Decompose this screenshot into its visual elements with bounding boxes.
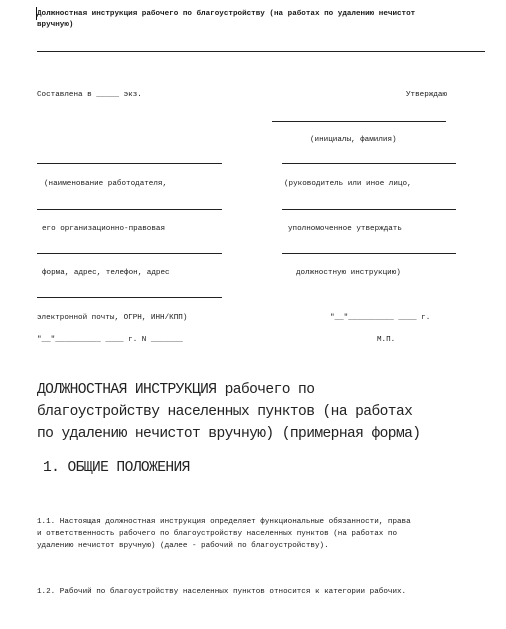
employer-name-label: (наименование работодателя,: [44, 180, 168, 188]
contacts-label: электронной почты, ОГРН, ИНН/КПП): [37, 314, 188, 322]
legal-form-label: его организационно-правовая: [42, 225, 166, 233]
instruction-label: должностную инструкцию): [296, 269, 401, 277]
document-header-line2: вручную): [37, 21, 74, 29]
paragraph-1-1-line2: и ответственность рабочего по благоустройству населенных пунктов (на работах по: [37, 530, 398, 538]
approve-label: Утверждаю: [406, 91, 448, 99]
employer-line-1: [37, 163, 222, 164]
approver-line-1: [282, 163, 456, 164]
document-header-line1: Должностная инструкция рабочего по благоустройству (на работах по удалению нечистот: [37, 10, 416, 18]
stamp-label: М.П.: [377, 336, 396, 344]
paragraph-1-2: 1.2. Рабочий по благоустройству населенных пунктов относится к категории рабочих.: [37, 588, 407, 596]
approver-signature-line: [272, 121, 446, 122]
header-underline: [37, 51, 485, 52]
paragraph-1-1-line3: удалению нечистот вручную) (далее - рабочий по благоустройству).: [37, 542, 329, 550]
employer-line-4: [37, 297, 222, 298]
initials-label: (инициалы, фамилия): [310, 136, 397, 144]
section-heading: 1. ОБЩИЕ ПОЛОЖЕНИЯ: [43, 460, 190, 476]
employer-line-2: [37, 209, 222, 210]
employer-line-3: [37, 253, 222, 254]
main-title-line3: по удалению нечистот вручную) (примерная форма): [37, 426, 421, 442]
main-title-line2: благоустройству населенных пунктов (на работах: [37, 404, 413, 420]
address-label: форма, адрес, телефон, адрес: [42, 269, 170, 277]
approver-line-3: [282, 253, 456, 254]
date-number-field: "__"__________ ____ г. N _______: [37, 336, 183, 344]
paragraph-1-1-line1: 1.1. Настоящая должностная инструкция определяет функциональные обязанности, права: [37, 518, 411, 526]
main-title-line1: ДОЛЖНОСТНАЯ ИНСТРУКЦИЯ рабочего по: [37, 382, 315, 398]
head-label: (руководитель или иное лицо,: [284, 180, 412, 188]
approve-date-field: "__"__________ ____ г.: [330, 314, 431, 322]
authorized-label: уполномоченное утверждать: [288, 225, 402, 233]
copies-count-text: Составлена в _____ экз.: [37, 91, 142, 99]
approver-line-2: [282, 209, 456, 210]
